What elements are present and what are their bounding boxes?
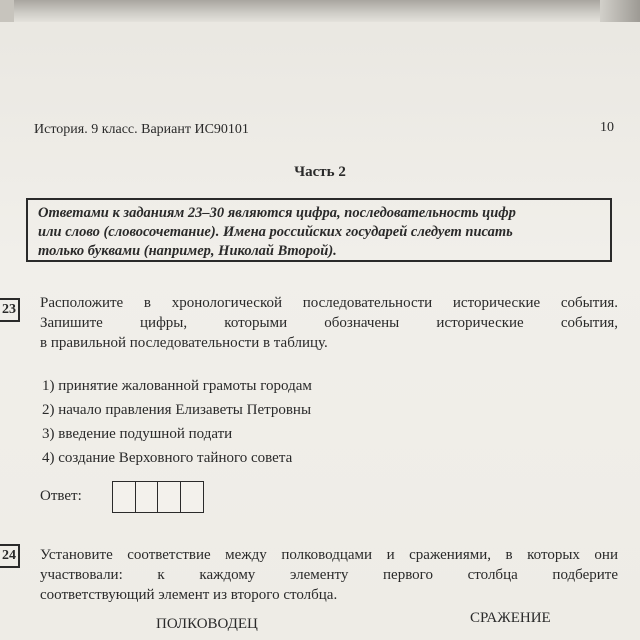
page-number: 10	[600, 120, 614, 135]
task-23-line: Запишите цифры, которыми обозначены исторические события,	[40, 315, 618, 331]
answer-cell[interactable]	[135, 481, 159, 513]
answer-cell[interactable]	[157, 481, 181, 513]
task-23-line: в правильной последовательности в таблицу.	[40, 335, 328, 351]
instruction-line: только буквами (например, Николай Второй).	[38, 243, 337, 259]
task-23-number: 23	[0, 298, 20, 322]
instruction-line: Ответами к заданиям 23–30 являются цифра, последовательность цифр	[38, 205, 516, 221]
instruction-box	[26, 198, 612, 262]
column-header-commander: ПОЛКОВОДЕЦ	[156, 616, 258, 632]
task-24-line: соответствующий элемент из второго столбца.	[40, 587, 338, 603]
option-item: 1) принятие жалованной грамоты городам	[42, 378, 312, 394]
task-23-options	[42, 374, 312, 470]
column-header-battle: СРАЖЕНИЕ	[470, 610, 551, 626]
option-item: 2) начало правления Елизаветы Петровны	[42, 402, 312, 418]
answer-grid	[112, 481, 202, 513]
task-23-line: Расположите в хронологической последовательности исторические события.	[40, 295, 618, 311]
previous-page-edge	[0, 0, 640, 22]
option-item: 3) введение подушной подати	[42, 426, 233, 442]
option-item: 4) создание Верховного тайного совета	[42, 450, 293, 466]
page-fold	[0, 0, 14, 22]
answer-label: Ответ:	[40, 488, 82, 504]
page-header-subject: История. 9 класс. Вариант ИС90101	[34, 122, 249, 137]
answer-cell[interactable]	[112, 481, 136, 513]
task-24-line: Установите соответствие между полководцами и сражениями, в которых они	[40, 547, 618, 563]
task-24-line: участвовали: к каждому элементу первого столбца подберите	[40, 567, 618, 583]
instruction-line: или слово (словосочетание). Имена российских государей следует писать	[38, 224, 513, 240]
page-shadow	[600, 0, 640, 22]
task-24-text	[40, 545, 618, 605]
answer-cell[interactable]	[180, 481, 204, 513]
task-24-number: 24	[0, 544, 20, 568]
task-23-text	[40, 293, 618, 353]
part-title: Часть 2	[294, 164, 346, 180]
